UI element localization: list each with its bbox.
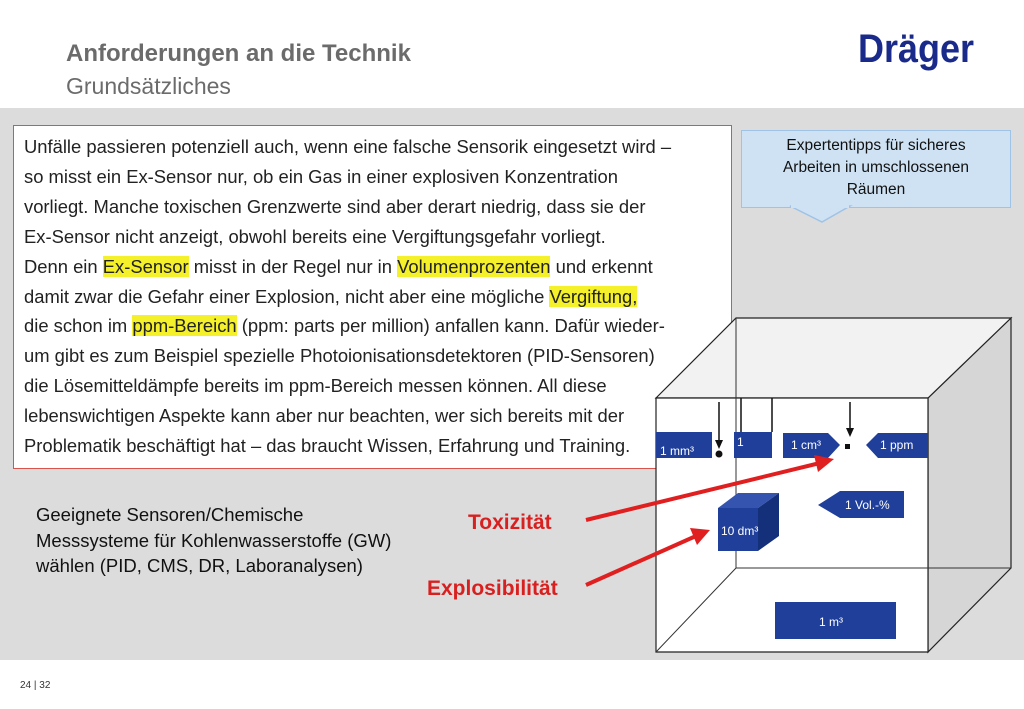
tip-callout-join <box>791 202 849 208</box>
drop-dot-1 <box>716 451 723 458</box>
tip-line-1: Expertentipps für sicheres <box>786 137 966 154</box>
article-text-segment: damit zwar die Gefahr einer Explosion, nicht aber eine mögliche <box>24 285 550 307</box>
article-text-segment: (ppm: parts per million) anfallen kann. Dafür wieder- <box>236 315 665 337</box>
article-text-segment: lebenswichtigen Aspekte kann aber nur beachten, wer sich bereits mit der <box>24 405 625 427</box>
article-text-segment: um gibt es zum Beispiel spezielle Photoionisationsdetektoren (PID-Sensoren) <box>24 345 655 367</box>
box-10dm3-label: 10 dm³ <box>721 524 759 538</box>
page-number: 24 | 32 <box>20 680 51 691</box>
box-1-unit-label: 1 <box>737 435 744 449</box>
box-1-m3-label: 1 m³ <box>819 615 843 629</box>
tip-line-2: Arbeiten in umschlossenen <box>782 159 970 176</box>
article-text-segment: Denn ein <box>24 255 103 277</box>
highlighted-term: Ex-Sensor <box>102 255 189 277</box>
article-text-segment: Ex-Sensor nicht anzeigt, obwohl bereits eine Vergiftungsgefahr vorliegt. <box>24 225 606 247</box>
explosibility-label: Explosibilität <box>427 577 558 600</box>
slide-subtitle: Grundsätzliches <box>66 73 231 99</box>
sensor-line-3: wählen (PID, CMS, DR, Laboranalysen) <box>36 555 363 576</box>
toxicity-label: Toxizität <box>468 511 552 534</box>
box-1-ppm-label: 1 ppm <box>880 438 914 452</box>
tip-callout-pointer <box>790 206 850 222</box>
highlighted-term: Volumenprozenten <box>397 255 551 277</box>
article-text-segment: Unfälle passieren potenziell auch, wenn eine falsche Sensorik eingesetzt wird – <box>24 136 672 157</box>
sensor-line-2: Messsysteme für Kohlenwasserstoffe (GW) <box>36 529 392 551</box>
box-1-mm3-label: 1 mm³ <box>660 444 694 458</box>
sensor-line-1: Geeignete Sensoren/Chemische <box>36 504 304 525</box>
box-1-vol-label: 1 Vol.-% <box>845 498 890 512</box>
article-text-segment: die schon im <box>24 315 133 337</box>
article-text-segment: so misst ein Ex-Sensor nur, ob ein Gas in einer explosiven Konzentration <box>24 165 618 187</box>
article-text-segment: vorliegt. Manche toxischen Grenzwerte sind aber derart niedrig, dass sie der <box>24 195 646 217</box>
draeger-logo-text: Dräger <box>858 27 974 71</box>
article-text-segment: misst in der Regel nur in <box>188 255 398 277</box>
article-text-segment: die Lösemitteldämpfe bereits im ppm-Bereich messen können. All diese <box>24 375 607 397</box>
highlighted-term: ppm-Bereich <box>132 315 237 337</box>
slide-title: Anforderungen an die Technik <box>66 40 411 67</box>
drop-dot-4 <box>845 444 850 449</box>
article-text-segment: Problematik beschäftigt hat – das braucht Wissen, Erfahrung und Training. <box>24 435 631 457</box>
article-text-segment: und erkennt <box>550 255 653 277</box>
highlighted-term: Vergiftung, <box>549 285 638 307</box>
box-1-cm3-label: 1 cm³ <box>791 438 821 452</box>
tip-line-3: Räumen <box>846 181 906 198</box>
